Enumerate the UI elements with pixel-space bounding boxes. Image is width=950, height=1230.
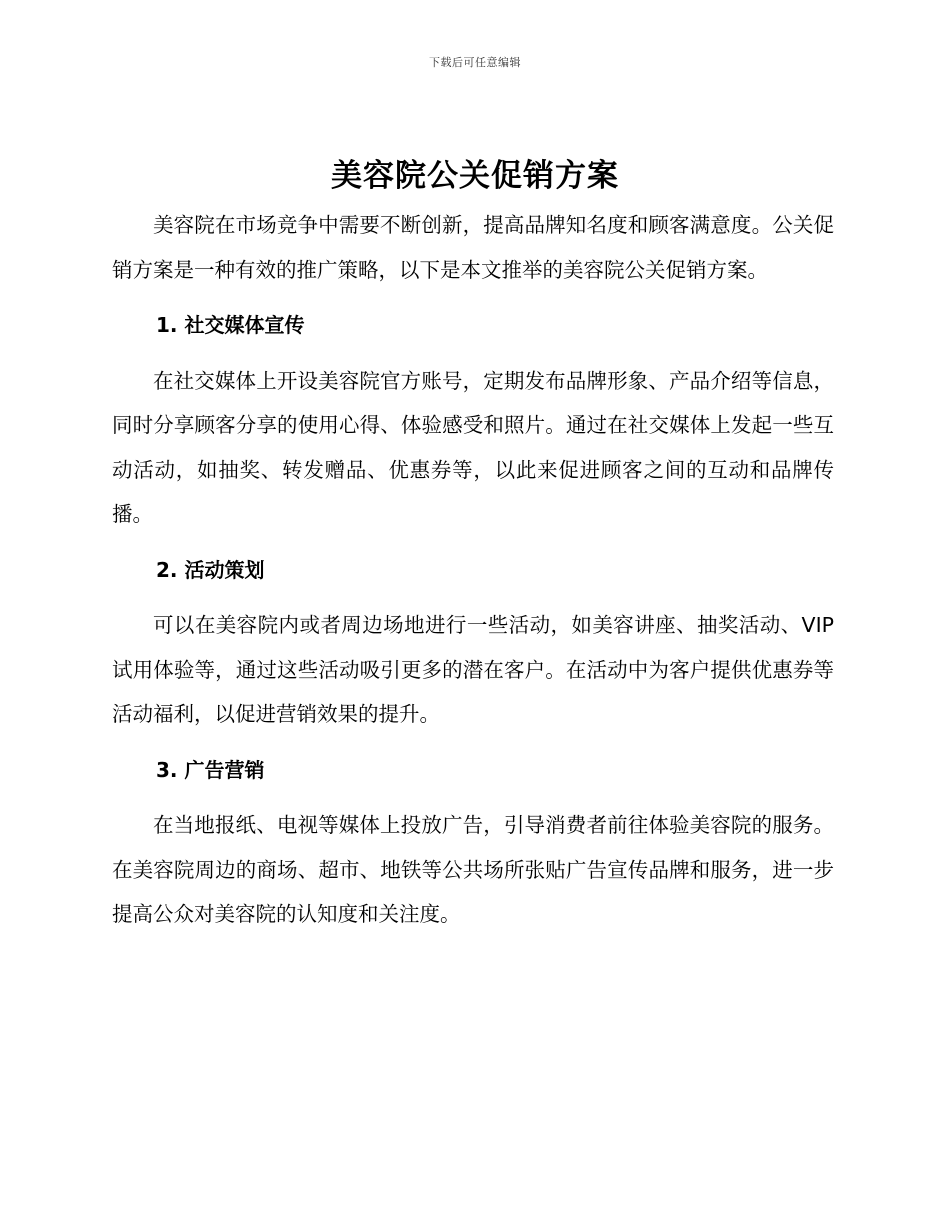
section-heading-social-media: 1. 社交媒体宣传	[156, 313, 305, 337]
document-title: 美容院公关促销方案	[331, 158, 619, 194]
header-note: 下载后可任意编辑	[429, 56, 521, 69]
section-body-advertising: 在当地报纸、电视等媒体上投放广告，引导消费者前往体验美容院的服务。在美容院周边的商场、超市、地铁等公共场所张贴广告宣传品牌和服务，进一步提高公众对美容院的认知度和关注度。	[112, 813, 834, 926]
section-heading-advertising: 3. 广告营销	[156, 757, 265, 782]
section-body-event-planning: 可以在美容院内或者周边场地进行一些活动，如美容讲座、抽奖活动、VIP 试用体验等，通过这些活动吸引更多的潜在客户。在活动中为客户提供优惠券等活动福利，以促进营销效果的提升。	[112, 613, 834, 726]
section-heading-event-planning: 2. 活动策划	[156, 557, 265, 582]
section-body-social-media: 在社交媒体上开设美容院官方账号，定期发布品牌形象、产品介绍等信息，同时分享顾客分享的使用心得、体验感受和照片。通过在社交媒体上发起一些互动活动，如抽奖、转发赠品、优惠券等，以此来促进顾客之间的互动和品牌传播。	[112, 368, 834, 526]
document-body	[112, 203, 834, 937]
intro-paragraph: 美容院在市场竞争中需要不断创新，提高品牌知名度和顾客满意度。公关促销方案是一种有效的推广策略，以下是本文推举的美容院公关促销方案。	[112, 213, 834, 282]
